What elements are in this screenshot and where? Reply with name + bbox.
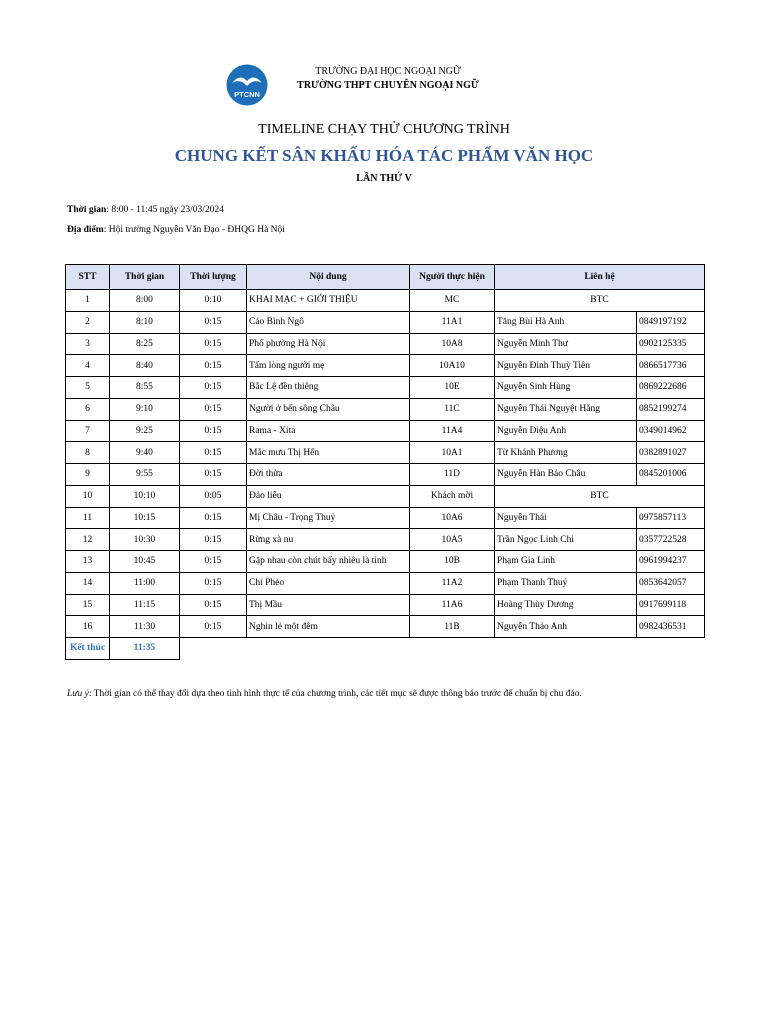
cell-stt: 1 xyxy=(66,290,110,312)
cell-content: Tấm lòng người mẹ xyxy=(247,355,410,377)
cell-phone: 0382891027 xyxy=(637,442,705,464)
cell-phone: 0866517736 xyxy=(637,355,705,377)
cell-performer: 11B xyxy=(410,616,495,638)
cell-content: Rama - Xita xyxy=(247,420,410,442)
cell-stt: 9 xyxy=(66,464,110,486)
cell-time: 11:30 xyxy=(110,616,180,638)
table-row xyxy=(66,572,705,594)
cell-stt: 13 xyxy=(66,551,110,573)
cell-performer: 10A6 xyxy=(410,507,495,529)
table-row xyxy=(66,290,705,312)
cell-phone: 0982436531 xyxy=(637,616,705,638)
cell-content: KHAI MẠC + GIỚI THIỆU xyxy=(247,290,410,312)
place-value: : Hội trường Nguyễn Văn Đạo - ĐHQG Hà Nội xyxy=(103,225,285,235)
cell-duration: 0:15 xyxy=(180,464,247,486)
cell-time: 10:30 xyxy=(110,529,180,551)
cell-performer: 11D xyxy=(410,464,495,486)
cell-content: Người ở bến sông Châu xyxy=(247,398,410,420)
cell-time: 9:10 xyxy=(110,398,180,420)
cell-content: Đảo liễu xyxy=(247,485,410,507)
cell-content: Gặp nhau còn chút bấy nhiêu là tình xyxy=(247,551,410,573)
end-label: Kết thúc xyxy=(66,638,110,660)
cell-performer: 11A2 xyxy=(410,572,495,594)
cell-contact: Nguyễn Đinh Thuỳ Tiên xyxy=(495,355,637,377)
cell-performer: 11A4 xyxy=(410,420,495,442)
end-time: 11:35 xyxy=(110,638,180,660)
cell-phone: 0349014962 xyxy=(637,420,705,442)
time-value: : 8:00 - 11:45 ngày 23/03/2024 xyxy=(106,205,224,215)
col-header-duration: Thời lượng xyxy=(180,265,247,290)
cell-content: Chí Phèo xyxy=(247,572,410,594)
cell-stt: 16 xyxy=(66,616,110,638)
cell-content: Phố phường Hà Nội xyxy=(247,333,410,355)
cell-time: 8:00 xyxy=(110,290,180,312)
cell-time: 11:00 xyxy=(110,572,180,594)
cell-phone: 0357722528 xyxy=(637,529,705,551)
cell-content: Cáo Bình Ngô xyxy=(247,311,410,333)
col-header-time: Thời gian xyxy=(110,265,180,290)
cell-contact: Nguyễn Thái Nguyệt Hằng xyxy=(495,398,637,420)
cell-performer: 11C xyxy=(410,398,495,420)
cell-contact: Nguyễn Thảo Anh xyxy=(495,616,637,638)
place-label: Địa điểm xyxy=(67,225,104,235)
timeline-table xyxy=(65,264,705,660)
cell-duration: 0:15 xyxy=(180,551,247,573)
cell-contact: Nguyễn Hàn Bảo Châu xyxy=(495,464,637,486)
cell-duration: 0:15 xyxy=(180,529,247,551)
cell-stt: 8 xyxy=(66,442,110,464)
timeline-body xyxy=(66,290,705,660)
cell-time: 9:55 xyxy=(110,464,180,486)
cell-content: Thị Mầu xyxy=(247,594,410,616)
cell-contact: Phạm Thanh Thuý xyxy=(495,572,637,594)
cell-contact: Nguyễn Thái xyxy=(495,507,637,529)
table-row xyxy=(66,377,705,399)
university-name: TRƯỜNG ĐẠI HỌC NGOẠI NGỮ xyxy=(315,66,461,77)
cell-performer: 10A8 xyxy=(410,333,495,355)
cell-contact: Trần Ngọc Linh Chi xyxy=(495,529,637,551)
table-row-end xyxy=(66,638,705,660)
cell-performer: 10A1 xyxy=(410,442,495,464)
table-row xyxy=(66,355,705,377)
col-header-content: Nội dung xyxy=(247,265,410,290)
cell-duration: 0:15 xyxy=(180,311,247,333)
cell-stt: 2 xyxy=(66,311,110,333)
note-text: : Thời gian có thể thay đổi dựa theo tình hình thực tế của chương trình, các tiết mục sẽ được thông báo trước để chuẩn bị chu đáo. xyxy=(88,689,582,699)
table-row xyxy=(66,311,705,333)
cell-stt: 5 xyxy=(66,377,110,399)
logo-emblem-icon xyxy=(226,64,268,106)
cell-phone: 0849197192 xyxy=(637,311,705,333)
cell-contact: Nguyễn Minh Thư xyxy=(495,333,637,355)
event-place xyxy=(67,225,285,235)
cell-duration: 0:10 xyxy=(180,290,247,312)
cell-performer: 10B xyxy=(410,551,495,573)
cell-time: 9:25 xyxy=(110,420,180,442)
note xyxy=(67,689,582,699)
cell-phone: 0975857113 xyxy=(637,507,705,529)
table-row xyxy=(66,529,705,551)
cell-phone: 0852199274 xyxy=(637,398,705,420)
school-logo xyxy=(226,64,268,106)
cell-stt: 11 xyxy=(66,507,110,529)
cell-time: 8:25 xyxy=(110,333,180,355)
logo-text: PTCNN xyxy=(234,90,260,99)
cell-contact: BTC xyxy=(495,290,705,312)
cell-duration: 0:15 xyxy=(180,355,247,377)
cell-content: Đời thừa xyxy=(247,464,410,486)
cell-duration: 0:15 xyxy=(180,507,247,529)
cell-duration: 0:15 xyxy=(180,398,247,420)
cell-performer: Khách mời xyxy=(410,485,495,507)
cell-duration: 0:15 xyxy=(180,572,247,594)
event-title: CHUNG KẾT SÂN KHẤU HÓA TÁC PHẨM VĂN HỌC xyxy=(174,146,594,165)
edition-label: LẦN THỨ V xyxy=(356,173,412,184)
cell-contact: Từ Khánh Phương xyxy=(495,442,637,464)
note-label: Lưu ý xyxy=(67,689,89,699)
cell-phone: 0902125335 xyxy=(637,333,705,355)
cell-content: Rừng xà nu xyxy=(247,529,410,551)
cell-contact: Phạm Gia Linh xyxy=(495,551,637,573)
cell-stt: 14 xyxy=(66,572,110,594)
table-row xyxy=(66,551,705,573)
cell-contact: BTC xyxy=(495,485,705,507)
table-row xyxy=(66,507,705,529)
table-row xyxy=(66,333,705,355)
cell-contact: Tăng Bùi Hà Anh xyxy=(495,311,637,333)
cell-content: Mắc mưu Thị Hến xyxy=(247,442,410,464)
cell-stt: 6 xyxy=(66,398,110,420)
col-header-performer: Người thực hiện xyxy=(410,265,495,290)
col-header-contact: Liên hệ xyxy=(495,265,705,290)
cell-phone: 0917699118 xyxy=(637,594,705,616)
table-header-row xyxy=(66,265,705,290)
table-row xyxy=(66,420,705,442)
table-row xyxy=(66,398,705,420)
event-time xyxy=(67,205,224,215)
cell-contact: Hoàng Thùy Dương xyxy=(495,594,637,616)
cell-performer: MC xyxy=(410,290,495,312)
cell-contact: Nguyễn Sinh Hùng xyxy=(495,377,637,399)
cell-time: 8:55 xyxy=(110,377,180,399)
cell-time: 8:10 xyxy=(110,311,180,333)
cell-time: 10:45 xyxy=(110,551,180,573)
cell-phone: 0961994237 xyxy=(637,551,705,573)
cell-performer: 11A6 xyxy=(410,594,495,616)
cell-content: Nghìn lẻ một đêm xyxy=(247,616,410,638)
cell-content: Bắc Lệ đền thiêng xyxy=(247,377,410,399)
cell-duration: 0:15 xyxy=(180,333,247,355)
cell-duration: 0:15 xyxy=(180,616,247,638)
school-name: TRƯỜNG THPT CHUYÊN NGOẠI NGỮ xyxy=(297,80,479,91)
cell-duration: 0:15 xyxy=(180,442,247,464)
cell-time: 10:15 xyxy=(110,507,180,529)
cell-duration: 0:15 xyxy=(180,377,247,399)
table-row xyxy=(66,594,705,616)
page-title: TIMELINE CHẠY THỬ CHƯƠNG TRÌNH xyxy=(258,122,510,137)
cell-phone: 0869222686 xyxy=(637,377,705,399)
cell-stt: 4 xyxy=(66,355,110,377)
cell-stt: 7 xyxy=(66,420,110,442)
cell-duration: 0:05 xyxy=(180,485,247,507)
cell-phone: 0845201006 xyxy=(637,464,705,486)
table-row xyxy=(66,464,705,486)
table-row xyxy=(66,616,705,638)
cell-time: 10:10 xyxy=(110,485,180,507)
cell-duration: 0:15 xyxy=(180,420,247,442)
cell-time: 8:40 xyxy=(110,355,180,377)
cell-stt: 15 xyxy=(66,594,110,616)
cell-phone: 0853642057 xyxy=(637,572,705,594)
table-row xyxy=(66,442,705,464)
time-label: Thời gian xyxy=(67,205,107,215)
cell-performer: 11A1 xyxy=(410,311,495,333)
cell-stt: 3 xyxy=(66,333,110,355)
cell-performer: 10A5 xyxy=(410,529,495,551)
cell-time: 11:15 xyxy=(110,594,180,616)
cell-contact: Nguyễn Diệu Anh xyxy=(495,420,637,442)
table-row xyxy=(66,485,705,507)
cell-performer: 10E xyxy=(410,377,495,399)
cell-stt: 12 xyxy=(66,529,110,551)
cell-performer: 10A10 xyxy=(410,355,495,377)
cell-duration: 0:15 xyxy=(180,594,247,616)
cell-content: Mị Châu - Trọng Thuỷ xyxy=(247,507,410,529)
cell-stt: 10 xyxy=(66,485,110,507)
cell-time: 9:40 xyxy=(110,442,180,464)
col-header-stt: STT xyxy=(66,265,110,290)
